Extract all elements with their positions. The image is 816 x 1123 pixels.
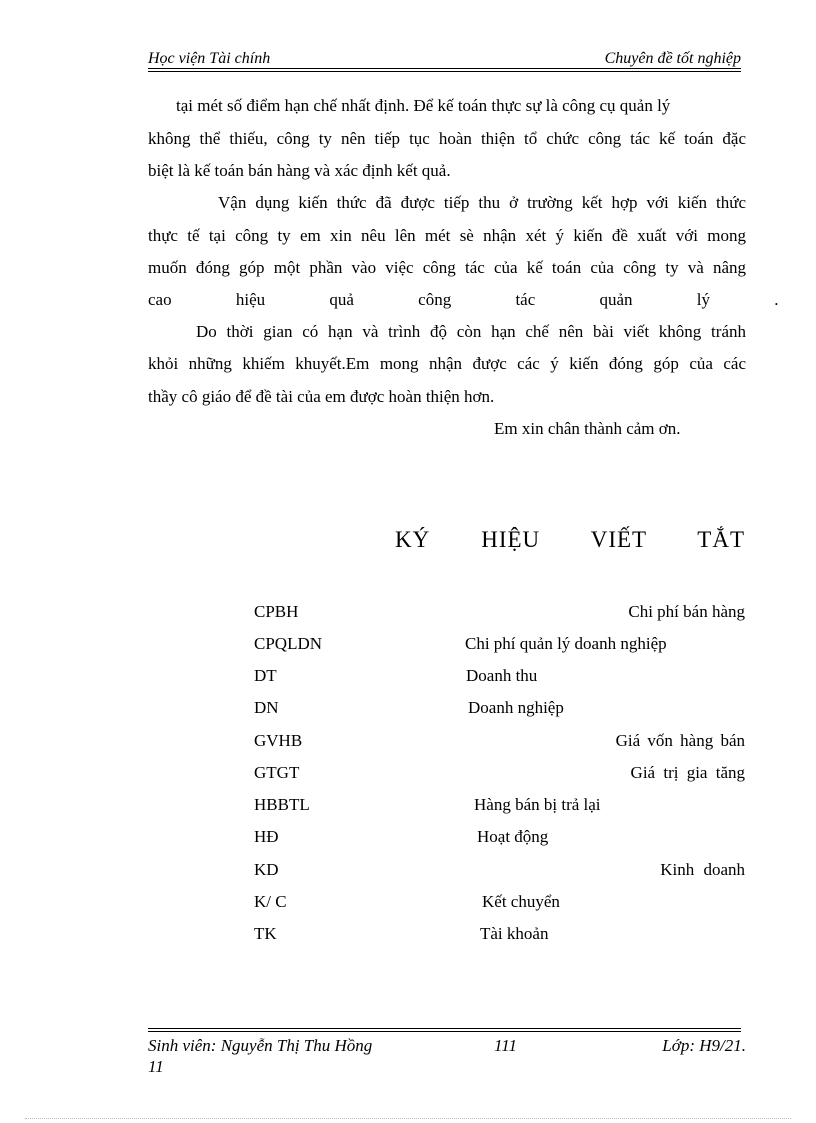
abbr-meaning: Hoạt động <box>477 827 549 846</box>
closing-thanks: Em xin chân thành cảm ơn. <box>494 419 681 438</box>
abbr-code: KD <box>254 860 279 879</box>
abbr-code: HBBTL <box>254 795 310 814</box>
abbr-code: CPQLDN <box>254 634 323 653</box>
abbr-meaning: Chi phí quản lý doanh nghiệp <box>465 634 667 653</box>
paragraph-line: không thể thiếu, công ty nên tiếp tục hoàn thiện tổ chức công tác kế toán đặc <box>148 129 746 148</box>
paragraph-line: biệt là kế toán bán hàng và xác định kết quả. <box>148 161 451 180</box>
paragraph-line: cao hiệu quả công tác quản lý . <box>148 290 779 309</box>
footer-student: Sinh viên: Nguyễn Thị Thu Hồng <box>148 1036 373 1055</box>
paragraph-line: Vận dụng kiến thức đã được tiếp thu ở trường kết hợp với kiến thức <box>218 193 746 212</box>
abbr-code: DN <box>254 698 279 717</box>
paragraph-line: khỏi những khiếm khuyết.Em mong nhận được các ý kiến đóng góp của các <box>148 354 746 373</box>
paragraph-line: thực tế tại công ty em xin nêu lên mét sè nhận xét ý kiến đề xuất với mong <box>148 226 746 245</box>
abbr-meaning: Giá vốn hàng bán <box>615 731 745 750</box>
abbr-code: TK <box>254 924 277 943</box>
abbreviations-title: KÝ HIỆU VIẾT TẮT <box>395 527 745 552</box>
abbr-meaning: Giá trị gia tăng <box>630 763 745 782</box>
abbr-meaning: Hàng bán bị trả lại <box>474 795 601 814</box>
footer-page-number: 111 <box>494 1036 517 1055</box>
paragraph-line: tại mét số điểm hạn chế nhất định. Để kế toán thực sự là công cụ quản lý <box>176 96 671 115</box>
header-rule <box>148 68 741 72</box>
footer-class: Lớp: H9/21. <box>662 1036 746 1055</box>
page-edge <box>25 1118 791 1119</box>
abbr-meaning: Doanh thu <box>466 666 538 685</box>
paragraph-line: thầy cô giáo để đề tài của em được hoàn thiện hơn. <box>148 387 495 406</box>
abbr-meaning: Kết chuyển <box>482 892 560 911</box>
page-header <box>148 48 741 70</box>
abbr-code: GVHB <box>254 731 303 750</box>
abbr-code: HĐ <box>254 827 279 846</box>
footer-rule <box>148 1028 741 1032</box>
footer-class-continued: 11 <box>148 1057 164 1076</box>
abbr-meaning: Tài khoản <box>480 924 549 943</box>
paragraph-line: Do thời gian có hạn và trình độ còn hạn chế nên bài viết không tránh <box>196 322 746 341</box>
abbr-code: K/ C <box>254 892 287 911</box>
abbr-meaning: Chi phí bán hàng <box>628 602 745 621</box>
header-doc-type: Chuyên đề tốt nghiệp <box>604 50 741 67</box>
paragraph-line: muốn đóng góp một phần vào việc công tác của kế toán của công ty và nâng <box>148 258 746 277</box>
abbr-meaning: Kinh doanh <box>660 860 745 879</box>
abbr-code: CPBH <box>254 602 299 621</box>
abbr-meaning: Doanh nghiệp <box>468 698 564 717</box>
abbr-code: DT <box>254 666 277 685</box>
header-institution: Học viện Tài chính <box>148 50 271 67</box>
abbr-code: GTGT <box>254 763 300 782</box>
